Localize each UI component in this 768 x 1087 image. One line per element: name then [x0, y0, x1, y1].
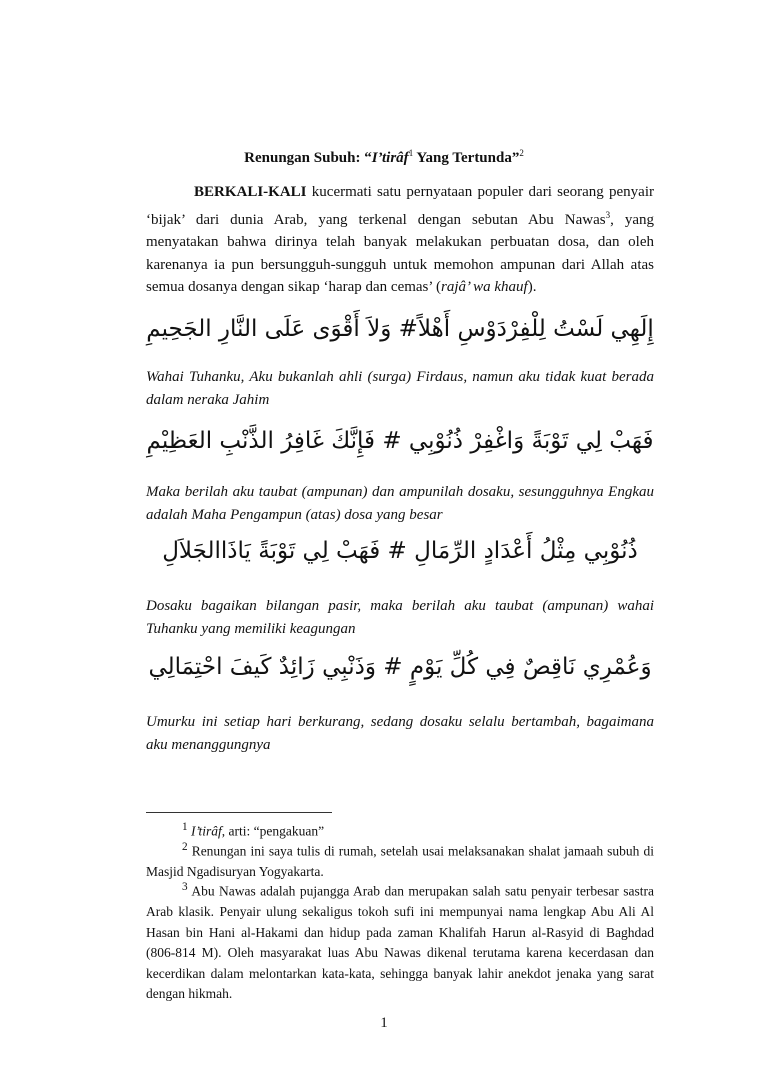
page-title — [0, 148, 768, 167]
title-prefix: Renungan Subuh: “ — [244, 150, 372, 166]
verse-translation-2: Maka berilah aku taubat (ampunan) dan ampunilah dosaku, sesungguhnya Engkau adalah Maha Pengampun (atas) dosa yang besar — [146, 484, 654, 523]
footnote-text: , arti: “pengakuan” — [221, 823, 325, 839]
intro-lead: BERKALI-KALI — [194, 184, 307, 200]
footnote-text: Renungan ini saya tulis di rumah, setelah usai melaksanakan shalat jamaah subuh di Masjid Ngadisuryan Yogyakarta. — [146, 843, 654, 879]
footnote-separator — [146, 812, 332, 813]
intro-text-a: kucermati satu pernyataan populer dari seorang penyair ‘bijak’ dari dunia Arab, yang terkenal dengan sebutan Abu Nawas — [146, 184, 654, 228]
verse-translation-4: Umurku ini setiap hari berkurang, sedang dosaku selalu bertambah, bagaimana aku menanggungnya — [146, 714, 654, 753]
arabic-verse-1: إِلَهِي لَسْتُ لِلْفِرْدَوْسِ أَهْلاً# وَلاَ أَقْوَى عَلَى النَّارِ الجَحِيمِ — [146, 316, 654, 342]
arabic-verse-4: وَعُمْرِي نَاقِصٌ فِي كُلِّ يَوْمٍ # وَذَنْبِي زَائِدٌ كَيفَ احْتِمَالِي — [148, 654, 652, 680]
arabic-verse-3: ذُنُوْبِي مِثْلُ أَعْدَادٍ الرِّمَالِ # فَهَبْ لِي تَوْبَةً يَاذَاالجَلاَلِ — [162, 538, 638, 564]
intro-italic-term: rajâ’ wa khauf — [441, 279, 528, 295]
verse-translation-3: Dosaku bagaikan bilangan pasir, maka berilah aku taubat (ampunan) wahai Tuhanku yang memiliki keagungan — [146, 598, 654, 637]
footnote-2 — [146, 837, 654, 883]
title-italic-term: I’tirâf — [371, 150, 409, 166]
footnote-italic-term: I’tirâf — [191, 823, 222, 839]
arabic-verse-2: فَهَبْ لِي تَوْبَةً وَاغْفِرْ ذُنُوْبِي # فَإِنَّكَ غَافِرُ الذَّنْبِ العَظِيْمِ — [146, 428, 654, 454]
intro-paragraph — [146, 181, 654, 299]
footnote-ref-1: 1 — [408, 148, 414, 158]
footnote-text: Abu Nawas adalah pujangga Arab dan merupakan salah satu penyair terbesar sastra Arab klasik. Penyair ulung sekaligus tokoh sufi ini mempunyai nama lengkap Abu Ali Al Hasan bin Hani al-Hakami dan hidup pada zaman Khalifah Harun al-Rasyid di Baghdad (806-814 M). Oleh masyarakat luas Abu Nawas dikenal terutama karena kecerdasan dan kecerdikan dalam melontarkan kata-kata, sehingga banyak lahir anekdot jenaka yang sarat dengan hikmah. — [146, 883, 654, 1001]
title-suffix: Yang Tertunda” — [413, 150, 520, 166]
intro-text-b: , yang menyatakan bahwa dirinya telah banyak melakukan perbuatan dosa, dan oleh karenanya ia pun bersungguh-sungguh untuk memohon ampunan dari Allah atas semua dosanya dengan sikap ‘harap dan cemas’ ( — [146, 211, 654, 295]
intro-text-c: ). — [527, 279, 537, 295]
footnote-ref-2: 2 — [519, 148, 524, 158]
verse-translation-1: Wahai Tuhanku, Aku bukanlah ahli (surga) Firdaus, namun aku tidak kuat berada dalam neraka Jahim — [146, 369, 654, 408]
footnote-number: 2 — [182, 841, 188, 853]
footnote-3 — [146, 877, 654, 1005]
page-number: 1 — [380, 1015, 388, 1031]
footnote-number: 1 — [182, 821, 188, 833]
footnote-number: 3 — [182, 881, 188, 893]
footnote-ref-3: 3 — [605, 209, 611, 220]
